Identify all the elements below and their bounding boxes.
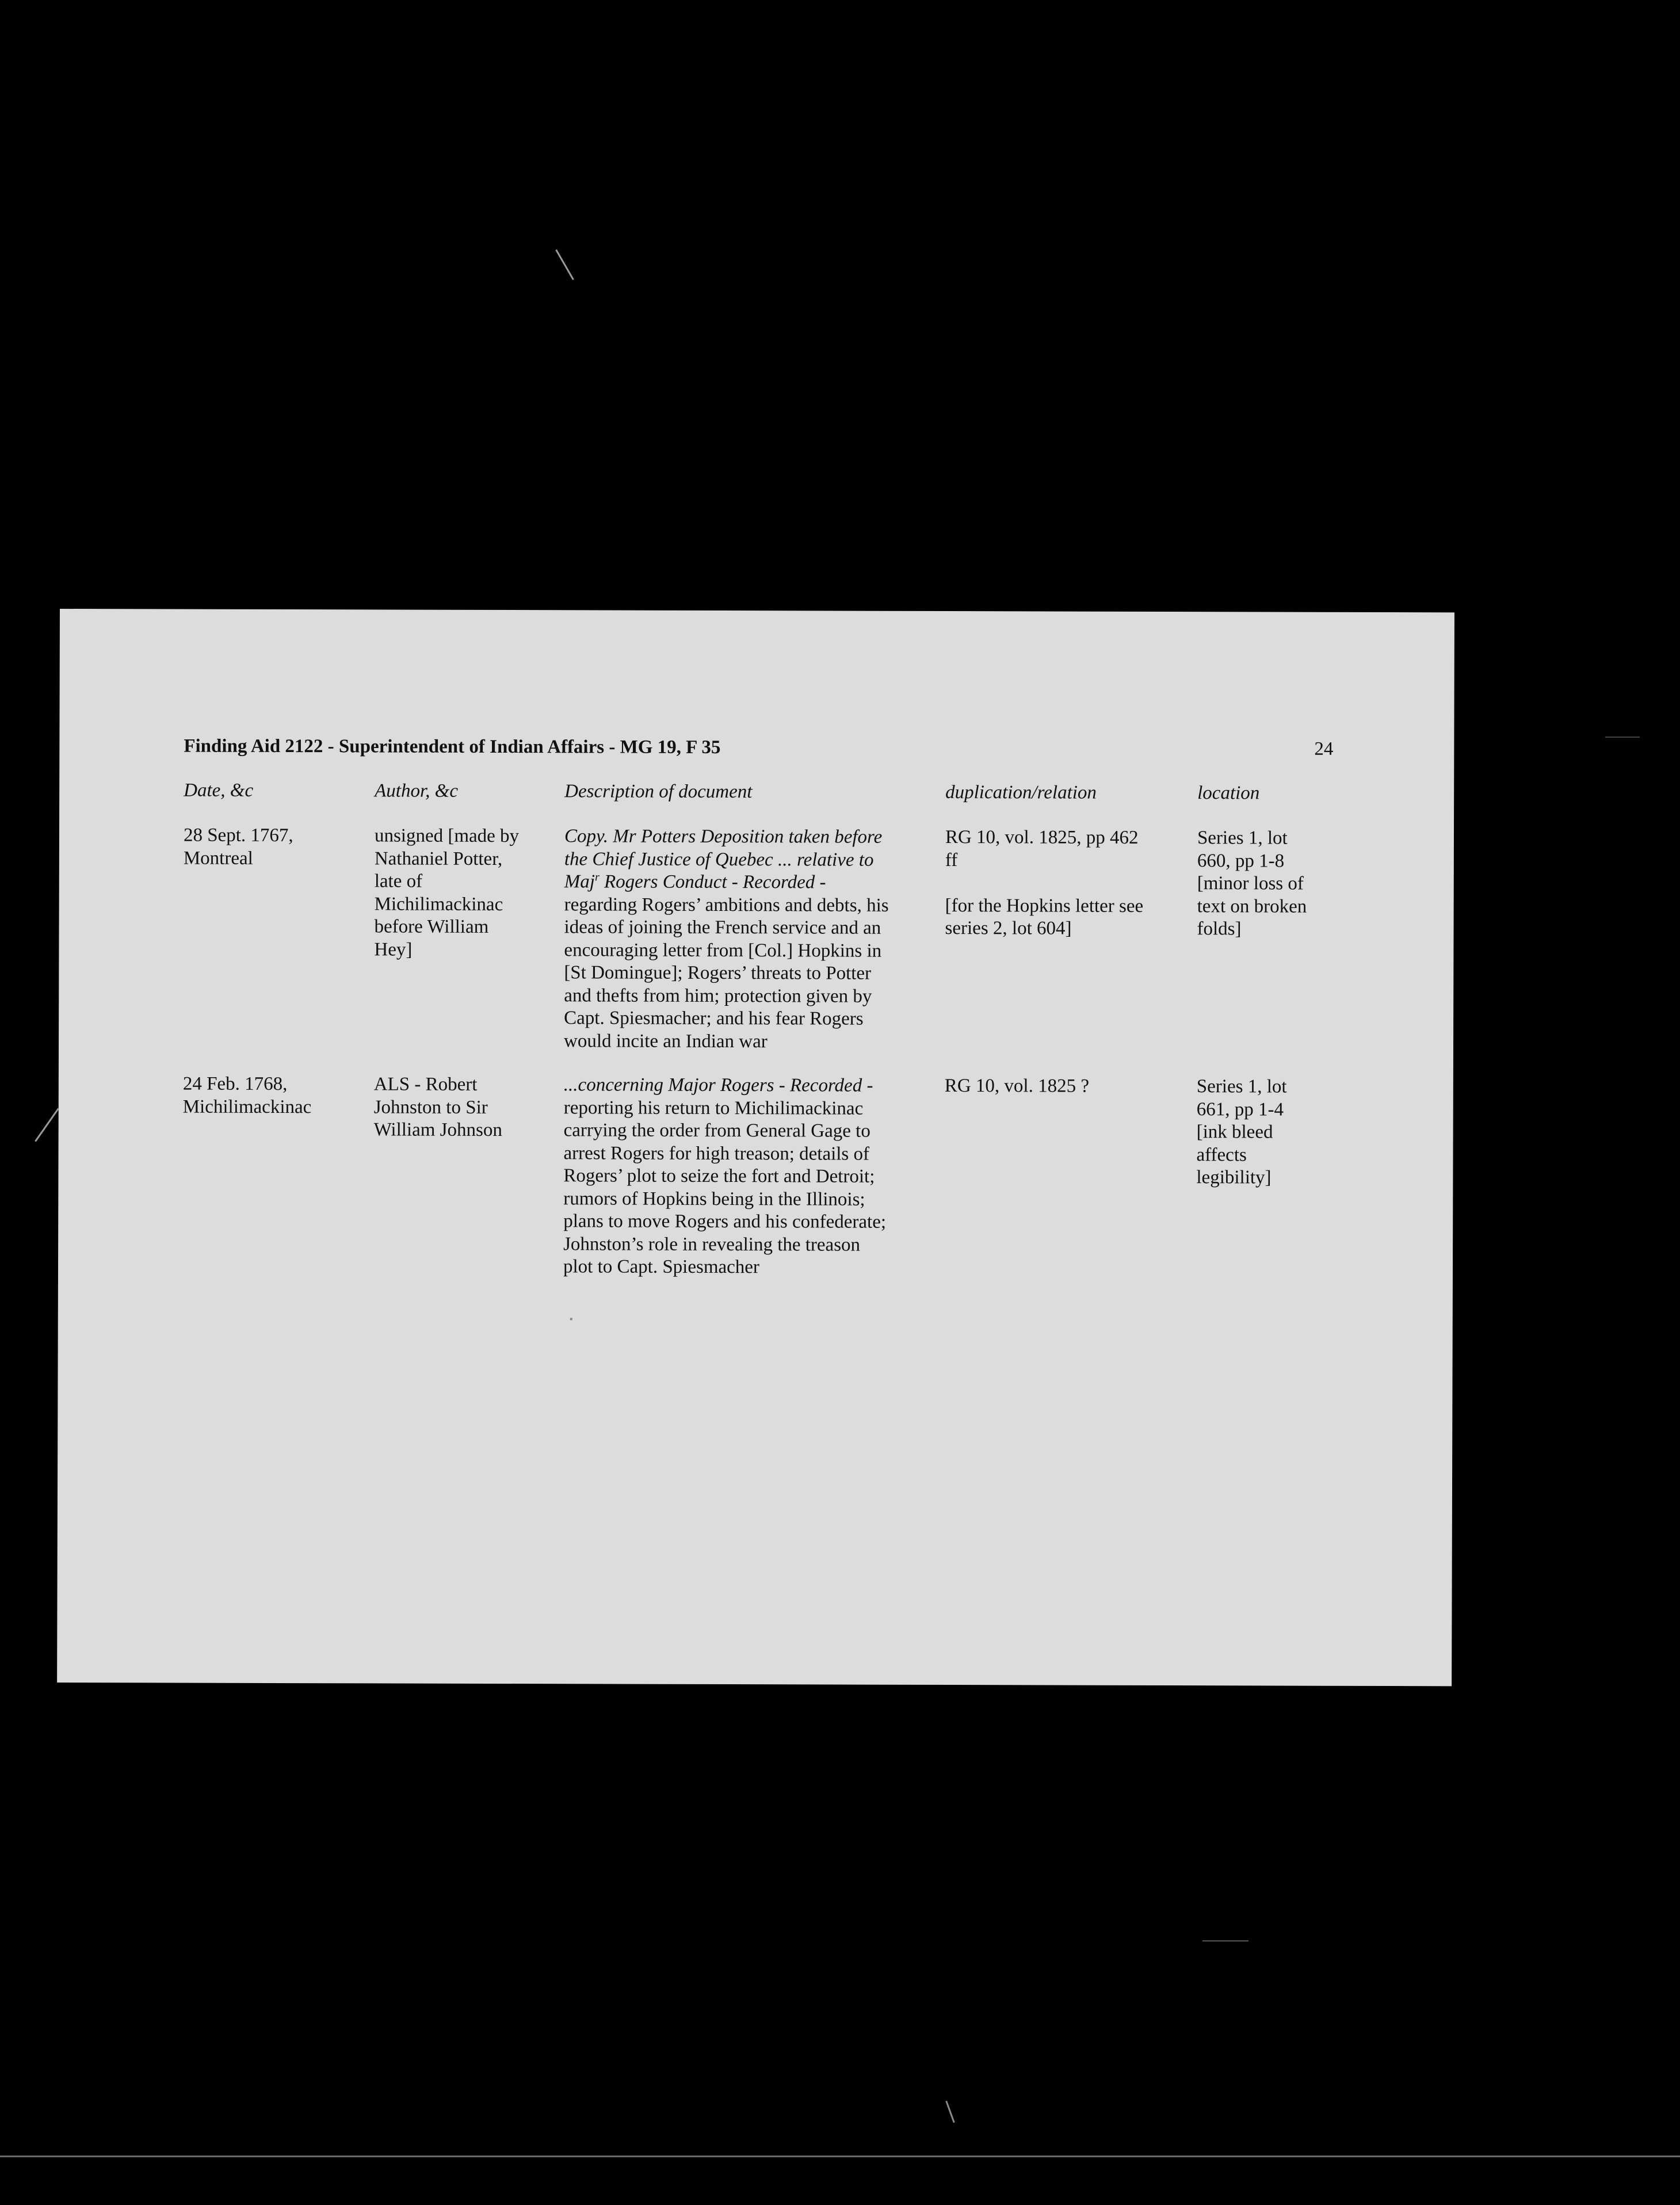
row-1-description-line: would incite an Indian war: [563, 1030, 768, 1052]
page-header: [184, 736, 1333, 773]
row-1-author-line: unsigned [made by: [374, 825, 520, 847]
row-2-location-line: Series 1, lot: [1196, 1076, 1287, 1097]
row-1-duplication: [945, 826, 1187, 941]
row-2-location: [1196, 1075, 1346, 1189]
row-1-description-line: encouraging letter from [Col.] Hopkins in: [564, 939, 882, 962]
row-2-author-line: ALS - Robert: [373, 1074, 478, 1095]
row-1-duplication-line: ff: [945, 849, 958, 871]
row-2-description-line: rumors of Hopkins being in the Illinois;: [563, 1188, 865, 1210]
row-2-author-line: William Johnson: [373, 1119, 502, 1141]
column-header-date: Date, &c: [184, 780, 254, 801]
row-2-date-line: Michilimackinac: [182, 1096, 312, 1117]
document-page: [57, 609, 1454, 1686]
row-1-description-title-tail: [564, 871, 933, 894]
row-1-location-line: text on broken: [1197, 895, 1307, 917]
column-header-description: Description of document: [564, 781, 753, 803]
row-2-description-line: plot to Capt. Spiesmacher: [563, 1256, 760, 1278]
row-1-author-line: Nathaniel Potter,: [374, 848, 503, 869]
scan-scratch: [35, 1108, 59, 1142]
page-number: 24: [1314, 738, 1334, 760]
row-2-duplication: [945, 1075, 1186, 1098]
scan-border-line: [0, 2156, 1680, 2157]
row-1-date: [184, 825, 368, 871]
row-1-location-line: [minor loss of: [1197, 873, 1304, 894]
row-1-duplication-line: series 2, lot 604]: [945, 918, 1072, 939]
title-tail-rest: Rogers Conduct - Recorded -: [599, 871, 826, 893]
row-1-author-line: late of: [374, 871, 423, 892]
row-1-description-line: [St Domingue]; Rogers’ threats to Potter: [564, 962, 872, 984]
row-2-location-line: legibility]: [1196, 1167, 1272, 1188]
title-tail-prefix: Maj: [564, 871, 595, 892]
scan-scratch: [555, 249, 574, 280]
paper-speck: [570, 1318, 572, 1320]
row-2-author-line: Johnston to Sir: [373, 1096, 488, 1118]
row-1-date-line: 28 Sept. 1767,: [183, 825, 293, 846]
row-1-duplication-gap: [945, 872, 1187, 895]
row-1-description-line: regarding Rogers’ ambitions and debts, his: [564, 894, 889, 916]
row-1-author-line: Hey]: [374, 939, 413, 960]
row-2-author: [374, 1073, 558, 1142]
row-1-location-line: Series 1, lot: [1197, 827, 1288, 849]
row-1-author-line: Michilimackinac: [374, 893, 503, 915]
row-1-location-line: folds]: [1197, 918, 1242, 940]
column-header-location: location: [1197, 783, 1260, 804]
row-2-description-line: Johnston’s role in revealing the treason: [563, 1233, 861, 1256]
row-2-description-title-line: ...concerning Major Rogers - Recorded -: [563, 1074, 873, 1096]
row-1-duplication-line: RG 10, vol. 1825, pp 462: [945, 827, 1139, 848]
row-2-duplication-line: RG 10, vol. 1825 ?: [944, 1075, 1090, 1097]
scan-scratch: [945, 2101, 955, 2123]
row-1-author: [374, 825, 559, 962]
row-1-date-line: Montreal: [183, 848, 253, 869]
row-2-location-line: 661, pp 1-4: [1196, 1098, 1284, 1120]
row-2-description-line: carrying the order from General Gage to: [563, 1120, 870, 1142]
row-1-description-line: ideas of joining the French service and an: [564, 917, 881, 939]
row-1-description-title-line: Copy. Mr Potters Deposition taken before: [564, 826, 883, 848]
row-1-location: [1197, 827, 1347, 941]
row-2-date: [183, 1073, 367, 1119]
title-tail-superscript: r: [594, 871, 600, 884]
row-2-description-line: plans to move Rogers and his confederate;: [563, 1211, 887, 1233]
row-1-duplication-line: [for the Hopkins letter see: [945, 895, 1144, 917]
row-2-location-line: [ink bleed: [1196, 1121, 1273, 1143]
row-2-description-line: Rogers’ plot to seize the fort and Detroit;: [563, 1165, 875, 1187]
row-1-description-line: and thefts from him; protection given by: [564, 985, 872, 1007]
row-2-description-line: reporting his return to Michilimackinac: [563, 1097, 864, 1119]
row-2-location-line: affects: [1196, 1144, 1247, 1165]
row-2-description-line: arrest Rogers for high treason; details of: [563, 1142, 870, 1165]
scan-dash: [1202, 1940, 1248, 1941]
row-1-description-line: Capt. Spiesmacher; and his fear Rogers: [564, 1008, 864, 1029]
row-1-description: [564, 825, 933, 1054]
row-2-description: [563, 1074, 932, 1279]
row-1-description-title-line: the Chief Justice of Quebec ... relative to: [564, 848, 874, 871]
row-1-author-line: before William: [374, 916, 489, 937]
row-2-date-line: 24 Feb. 1768,: [182, 1073, 288, 1095]
column-header-author: Author, &c: [375, 780, 459, 802]
row-1-location-line: 660, pp 1-8: [1197, 850, 1285, 872]
column-header-duplication: duplication/relation: [945, 782, 1097, 803]
scan-dash: [1605, 737, 1640, 738]
page-title: Finding Aid 2122 - Superintendent of Indian Affairs - MG 19, F 35: [184, 735, 721, 758]
